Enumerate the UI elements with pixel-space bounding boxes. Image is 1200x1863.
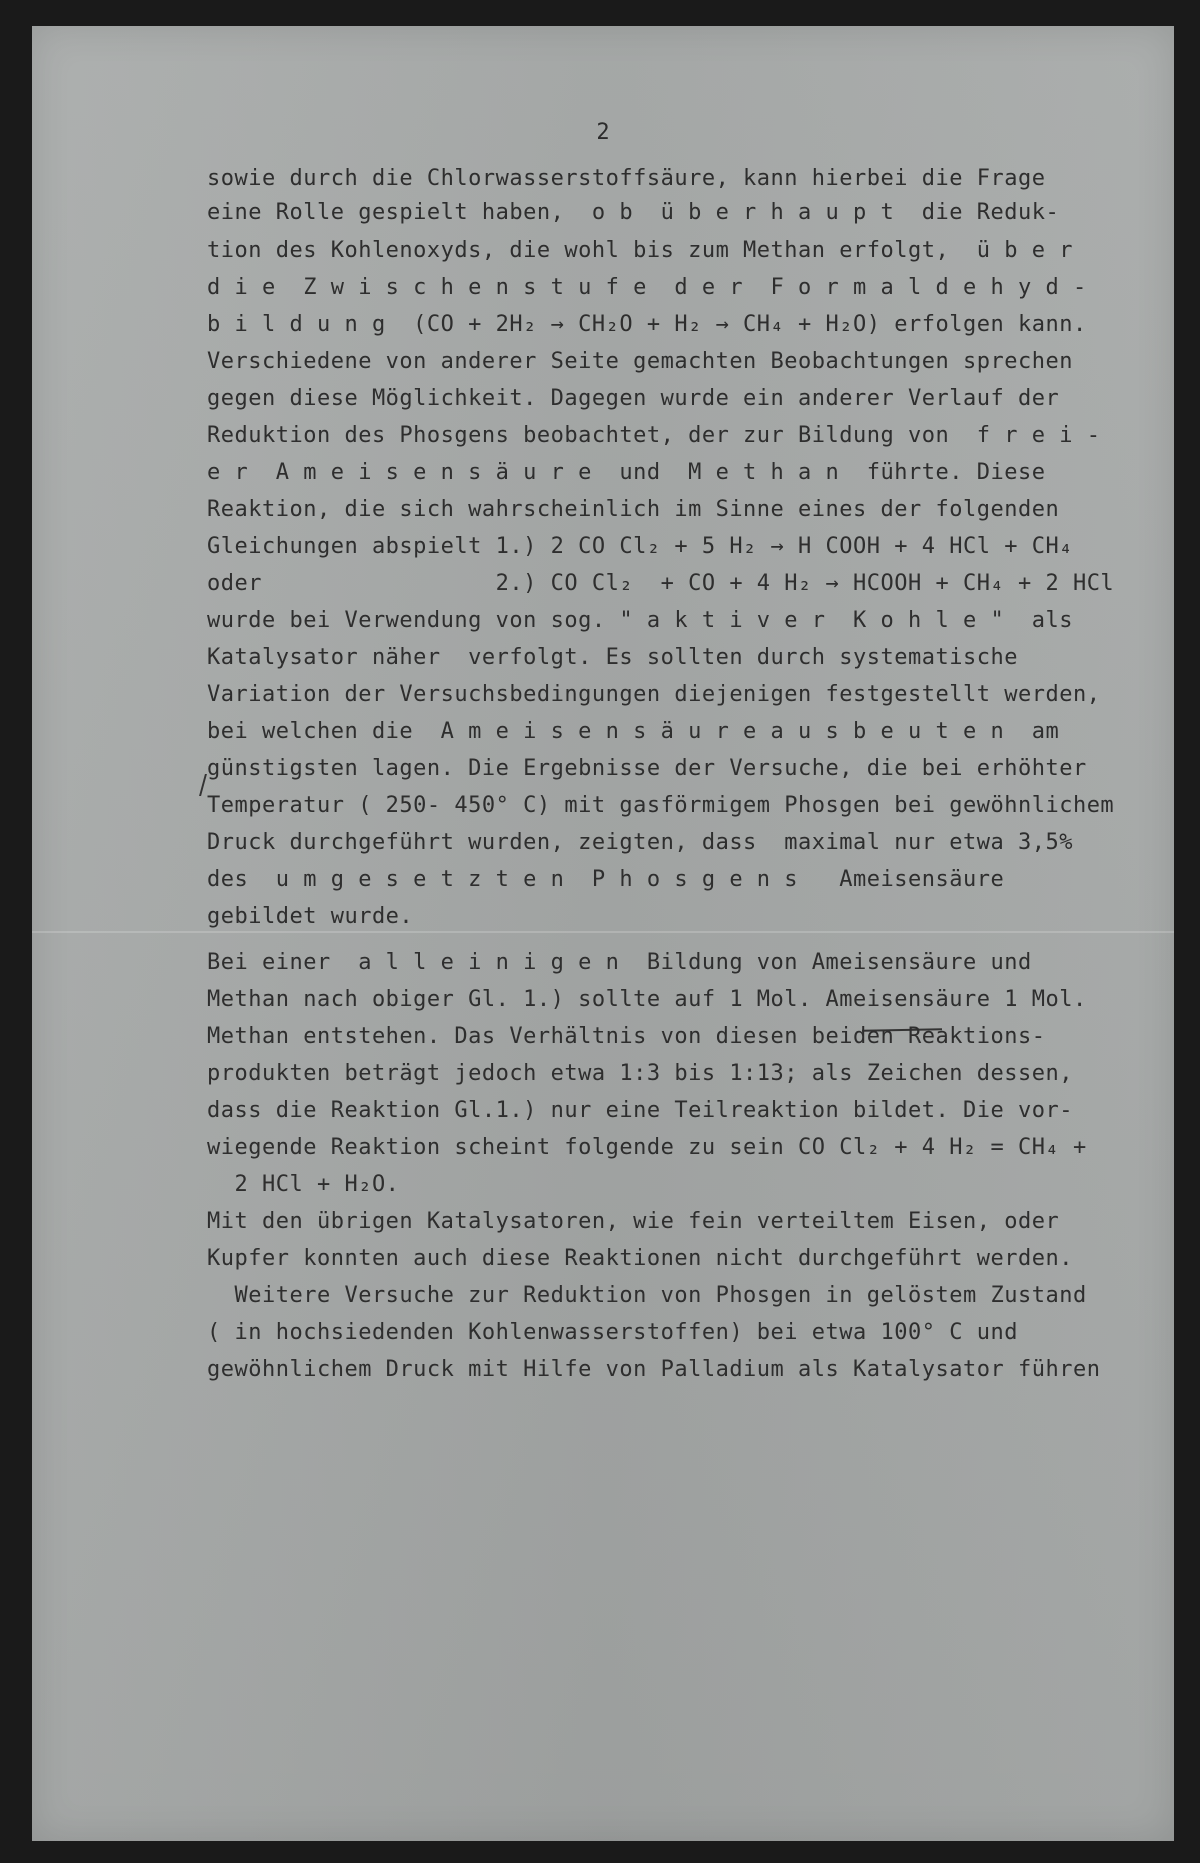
text-line: tion des Kohlenoxyds, die wohl bis zum Methan erfolgt, ü b e r <box>207 238 1073 263</box>
text-line: Temperatur ( 250- 450° C) mit gasförmigem Phosgen bei gewöhnlichem <box>207 793 1115 818</box>
text-line: produkten beträgt jedoch etwa 1:3 bis 1:13; als Zeichen dessen, <box>207 1061 1073 1086</box>
text-line: Methan nach obiger Gl. 1.) sollte auf 1 Mol. Ameisensäure 1 Mol. <box>207 987 1087 1012</box>
text-line: Reaktion, die sich wahrscheinlich im Sinne eines der folgenden <box>207 497 1060 522</box>
text-line: bei welchen die A m e i s e n s ä u r e a u s b e u t e n am <box>207 719 1060 744</box>
equation-line: 2 HCl + H₂O. <box>207 1172 400 1197</box>
paper-fold-line <box>32 931 1174 933</box>
text-line: günstigsten lagen. Die Ergebnisse der Versuche, die bei erhöhter <box>207 756 1087 781</box>
text-line: Variation der Versuchsbedingungen diejenigen festgestellt werden, <box>207 682 1101 707</box>
text-line: Bei einer a l l e i n i g e n Bildung von Ameisensäure und <box>207 950 1032 975</box>
text-line: ( in hochsiedenden Kohlenwasserstoffen) bei etwa 100° C und <box>207 1320 1018 1345</box>
text-line: Reduktion des Phosgens beobachtet, der zur Bildung von f r e i - <box>207 423 1101 448</box>
text-line: Katalysator näher verfolgt. Es sollten durch systematische <box>207 645 1018 670</box>
text-line: gegen diese Möglichkeit. Dagegen wurde ein anderer Verlauf der <box>207 386 1060 411</box>
document-page <box>32 26 1174 1841</box>
text-line: e r A m e i s e n s ä u r e und M e t h a n führte. Diese <box>207 460 1046 485</box>
text-line: d i e Z w i s c h e n s t u f e d e r F o r m a l d e h y d - <box>207 275 1087 300</box>
text-line: wurde bei Verwendung von sog. " a k t i v e r K o h l e " als <box>207 608 1073 633</box>
text-line: Kupfer konnten auch diese Reaktionen nicht durchgeführt werden. <box>207 1246 1073 1271</box>
text-line: dass die Reaktion Gl.1.) nur eine Teilreaktion bildet. Die vor- <box>207 1098 1073 1123</box>
equation-line: oder 2.) CO Cl₂ + CO + 4 H₂ → HCOOH + CH₄ + 2 HCl <box>207 571 1115 596</box>
text-line: Druck durchgeführt wurden, zeigten, dass maximal nur etwa 3,5% <box>207 830 1073 855</box>
text-line: gebildet wurde. <box>207 904 414 929</box>
text-line: des u m g e s e t z t e n P h o s g e n s Ameisensäure <box>207 867 1005 892</box>
equation-line: Gleichungen abspielt 1.) 2 CO Cl₂ + 5 H₂ → H COOH + 4 HCl + CH₄ <box>207 534 1073 559</box>
page-number: 2 <box>596 120 610 145</box>
text-line: Methan entstehen. Das Verhältnis von diesen beiden Reaktions- <box>207 1024 1046 1049</box>
text-line: Mit den übrigen Katalysatoren, wie fein verteiltem Eisen, oder <box>207 1209 1060 1234</box>
text-line: Weitere Versuche zur Reduktion von Phosgen in gelöstem Zustand <box>207 1283 1087 1308</box>
text-line: gewöhnlichem Druck mit Hilfe von Palladium als Katalysator führen <box>207 1357 1101 1382</box>
text-line: eine Rolle gespielt haben, o b ü b e r h a u p t die Reduk- <box>207 200 1060 225</box>
text-line: Verschiedene von anderer Seite gemachten Beobachtungen sprechen <box>207 349 1073 374</box>
equation-line: wiegende Reaktion scheint folgende zu sein CO Cl₂ + 4 H₂ = CH₄ + <box>207 1135 1087 1160</box>
text-line: sowie durch die Chlorwasserstoffsäure, kann hierbei die Frage <box>207 166 1046 191</box>
text-line: b i l d u n g (CO + 2H₂ → CH₂O + H₂ → CH₄ + H₂O) erfolgen kann. <box>207 312 1087 337</box>
